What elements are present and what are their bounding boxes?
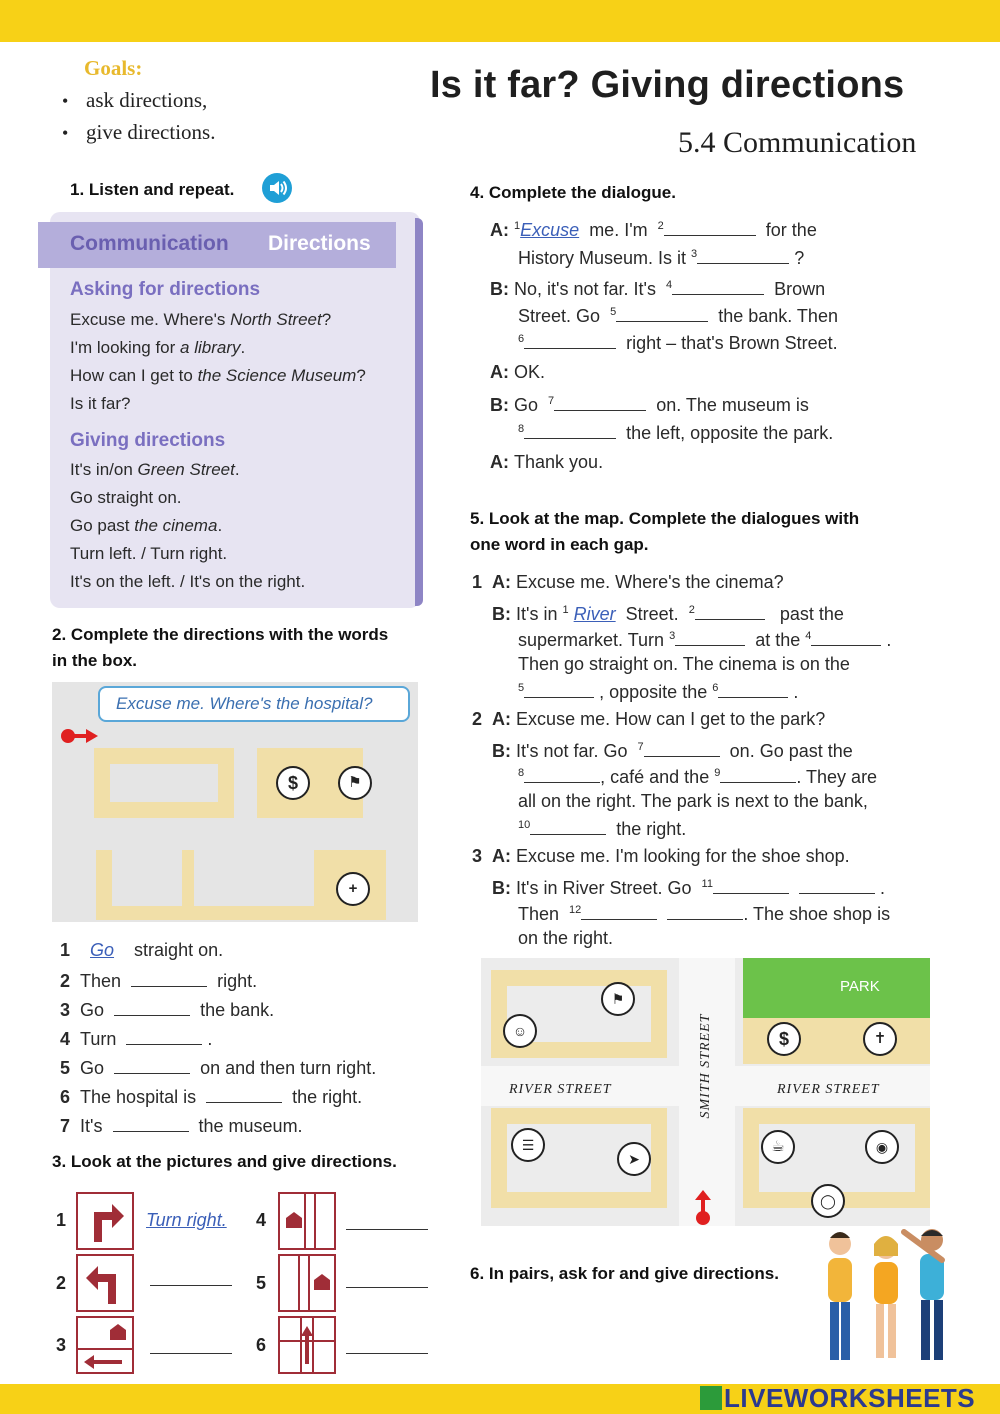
communication-box-edge <box>415 218 423 606</box>
answer-blank[interactable] <box>530 817 606 835</box>
ex2-item: 4 Turn . <box>60 1029 213 1049</box>
ex2-heading-line1: 2. Complete the directions with the words <box>52 625 389 644</box>
box-title-directions: Directions <box>268 232 371 255</box>
answer-blank[interactable] <box>718 680 788 698</box>
answer-blank[interactable] <box>554 393 646 411</box>
dialogue-line: B: No, it's not far. It's $^4$ Brown <box>490 279 826 299</box>
top-bar <box>0 0 1000 42</box>
answer-blank[interactable] <box>206 1085 282 1103</box>
answer-blank[interactable] <box>150 1336 232 1354</box>
park-area <box>743 958 930 1018</box>
answer-blank[interactable] <box>524 680 594 698</box>
answer-blank[interactable] <box>672 277 764 295</box>
brand-name: LIVEWORKSHEETS <box>724 1383 976 1413</box>
phrase-line: How can I get to the Science Museum? <box>70 366 366 385</box>
on-the-left-street-picture <box>278 1192 336 1250</box>
answer-blank[interactable] <box>114 998 190 1016</box>
goals-title: Goals: <box>84 56 143 80</box>
dialogue-line: Street. Go $^5$ the bank. Then <box>518 306 838 326</box>
ex5-heading-line2: one word in each gap. <box>470 535 649 554</box>
town-map <box>481 958 930 1226</box>
dialogue-line: Then go straight on. The cinema is on the <box>518 654 850 674</box>
on-the-left-picture <box>76 1316 134 1374</box>
answer-blank[interactable] <box>150 1268 232 1286</box>
ex2-item: 5 Go on and then turn right. <box>60 1058 377 1078</box>
answer-blank[interactable] <box>346 1336 428 1354</box>
dialogue-line: $^8$ the left, opposite the park. <box>518 423 834 443</box>
ex2-item: 3 Go the bank. <box>60 1000 275 1020</box>
speaker-icon[interactable] <box>262 173 292 203</box>
bank-icon: $ <box>767 1022 801 1056</box>
answer-blank[interactable] <box>720 765 796 783</box>
phrase-line: Is it far? <box>70 394 131 413</box>
straight-on-picture <box>278 1316 336 1374</box>
phrase-line: Go past the cinema. <box>70 516 223 535</box>
answer-blank[interactable] <box>346 1212 428 1230</box>
dialogue-line: 1 A: Excuse me. Where's the cinema? <box>472 572 784 592</box>
people-illustration <box>808 1226 998 1389</box>
dialogue-line: 2 A: Excuse me. How can I get to the park? <box>472 709 826 729</box>
smith-street-label: SMITH STREET <box>698 1013 713 1119</box>
ex3-num: 1 <box>56 1210 67 1230</box>
theatre-icon: ☺ <box>503 1014 537 1048</box>
answer-blank[interactable] <box>697 246 789 264</box>
speech-bubble <box>98 686 410 722</box>
dialogue-line: B: It's in $^1$ River Street. $^2$ past the <box>492 604 844 624</box>
river-street-right-label: RIVER STREET <box>777 1082 880 1097</box>
ex3-num: 5 <box>256 1273 267 1293</box>
dialogue-line: B: It's not far. Go $^7$ on. Go past the <box>492 741 853 761</box>
phrase-line: I'm looking for a library. <box>70 338 246 357</box>
asking-heading: Asking for directions <box>70 279 261 300</box>
speech-bubble-text: Excuse me. Where's the hospital? <box>116 694 373 713</box>
answer-blank[interactable] <box>524 765 600 783</box>
ex2-item: 2 Then right. <box>60 971 258 991</box>
goal-item: • ask directions, <box>62 88 215 120</box>
answer-blank[interactable] <box>114 1056 190 1074</box>
museum-icon: ⚑ <box>601 982 635 1016</box>
bookshop-icon: ☰ <box>511 1128 545 1162</box>
ex6-heading: 6. In pairs, ask for and give directions. <box>470 1264 779 1283</box>
dialogue-line: 3 A: Excuse me. I'm looking for the shoe shop. <box>472 846 850 866</box>
answer-blank[interactable] <box>799 876 875 894</box>
dialogue-line: $^8$ , café and the $^9$ . They are <box>518 767 878 787</box>
bank-icon: $ <box>276 766 310 800</box>
on-the-right-street-picture <box>278 1254 336 1312</box>
turn-left-picture <box>76 1254 134 1312</box>
shoe-shop-icon: ➤ <box>617 1142 651 1176</box>
answer-blank[interactable] <box>524 331 616 349</box>
giving-heading: Giving directions <box>70 430 226 451</box>
goal-item: • give directions. <box>62 120 215 152</box>
phrase-line: It's on the left. / It's on the right. <box>70 572 306 591</box>
ex2-item: 1 Go straight on. <box>60 940 224 960</box>
answer-blank[interactable] <box>113 1114 189 1132</box>
cafe-icon: ☕ <box>761 1130 795 1164</box>
answer-blank[interactable] <box>664 218 756 236</box>
page-title: Is it far? Giving directions <box>430 64 905 106</box>
dialogue-line: B: It's in River Street. Go $^{11}$ . <box>492 878 885 898</box>
turn-right-picture <box>76 1192 134 1250</box>
answer-blank[interactable] <box>695 602 765 620</box>
ex1-heading: 1. Listen and repeat. <box>70 180 235 199</box>
dialogue-line: A: Thank you. <box>490 452 604 472</box>
river-street-left-label: RIVER STREET <box>509 1082 612 1097</box>
cinema-icon: ◉ <box>865 1130 899 1164</box>
phrase-line: Excuse me. Where's North Street? <box>70 310 332 329</box>
ex3-num: 6 <box>256 1335 267 1355</box>
dialogue-line: $^{10}$ the right. <box>518 819 687 839</box>
phrase-line: It's in/on Green Street. <box>70 460 240 479</box>
dialogue-line: A: $^1$Excuse me. I'm $^2$ for the <box>490 220 817 240</box>
dialogue-line: all on the right. The park is next to the bank, <box>518 791 868 811</box>
answer-blank[interactable] <box>346 1270 428 1288</box>
answer-blank[interactable] <box>126 1027 202 1045</box>
ex2-item: 6 The hospital is the right. <box>60 1087 363 1107</box>
answer-blank[interactable] <box>713 876 789 894</box>
museum-icon: ⚑ <box>338 766 372 800</box>
answer-blank[interactable] <box>667 902 743 920</box>
ex3-num: 3 <box>56 1335 67 1355</box>
dialogue-line: History Museum. Is it $^3$ ? <box>518 248 805 268</box>
start-arrow-icon <box>60 728 100 749</box>
answer-blank[interactable] <box>616 304 708 322</box>
goals-list <box>62 88 215 152</box>
answer-blank[interactable] <box>581 902 657 920</box>
answer-blank[interactable] <box>811 628 881 646</box>
answer-blank[interactable] <box>524 421 616 439</box>
park-label: PARK <box>840 978 880 995</box>
dialogue-line: Then $^{12}$ . The shoe shop is <box>518 904 891 924</box>
answer-blank[interactable] <box>131 969 207 987</box>
ex3-num: 2 <box>56 1273 67 1293</box>
dialogue-line: on the right. <box>518 928 614 948</box>
phrase-line: Turn left. / Turn right. <box>70 544 228 563</box>
page-subtitle: 5.4 Communication <box>678 126 917 159</box>
start-arrow-icon <box>693 1188 713 1231</box>
dialogue-line: supermarket. Turn $^3$ at the $^4$ . <box>518 630 892 650</box>
supermarket-icon: ◯ <box>811 1184 845 1218</box>
ex3-heading: 3. Look at the pictures and give directions. <box>52 1152 397 1171</box>
liveworksheets-logo-icon <box>700 1386 722 1410</box>
box-title-communication: Communication <box>70 232 229 255</box>
dialogue-line: A: OK. <box>490 362 546 382</box>
ex4-heading: 4. Complete the dialogue. <box>470 183 676 202</box>
hospital-icon: + <box>336 872 370 906</box>
answer-blank[interactable] <box>675 628 745 646</box>
ex2-heading-line2: in the box. <box>52 651 137 670</box>
answer-blank[interactable] <box>644 739 720 757</box>
dialogue-line: $^6$ right – that's Brown Street. <box>518 333 838 353</box>
restaurant-icon: ✝ <box>863 1022 897 1056</box>
phrase-line: Go straight on. <box>70 488 182 507</box>
ex3-answer: Turn right. <box>146 1210 227 1230</box>
ex2-item: 7 It's the museum. <box>60 1116 303 1136</box>
ex3-num: 4 <box>256 1210 267 1230</box>
dialogue-line: B: Go $^7$ on. The museum is <box>490 395 809 415</box>
ex5-heading-line1: 5. Look at the map. Complete the dialogues with <box>470 509 860 528</box>
dialogue-line: $^5$ , opposite the $^6$ . <box>518 682 799 702</box>
